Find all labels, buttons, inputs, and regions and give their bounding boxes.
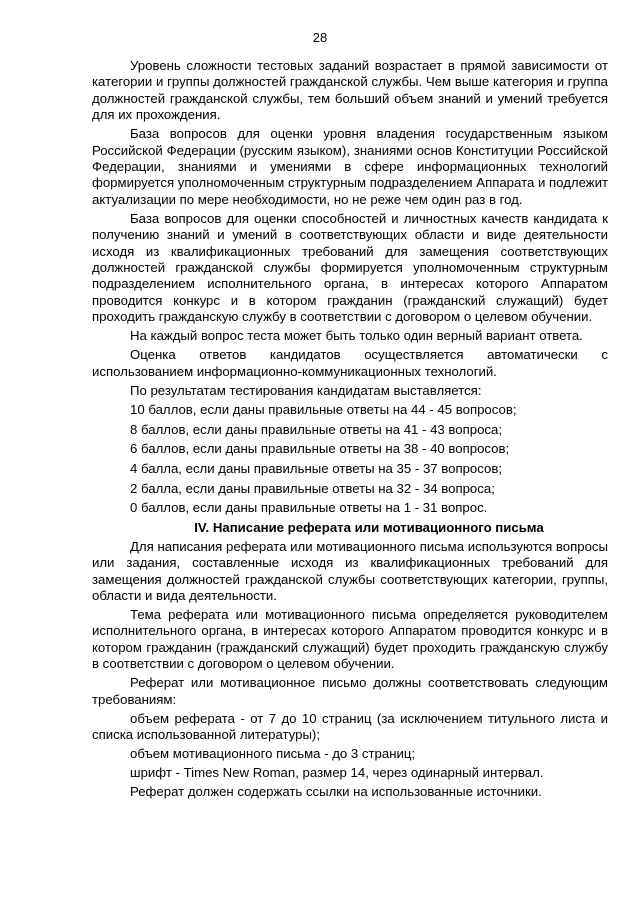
paragraph: Реферат или мотивационное письмо должны соответствовать следующим требованиям: [92, 675, 608, 707]
section-heading: IV. Написание реферата или мотивационного письма [194, 519, 544, 535]
requirement-item: объем реферата - от 7 до 10 страниц (за исключением титульного листа и списка использованной литературы); [92, 710, 608, 743]
paragraph: На каждый вопрос теста может быть только один верный вариант ответа. [130, 328, 583, 344]
page-number: 28 [312, 30, 328, 45]
requirement-item: шрифт - Times New Roman, размер 14, через одинарный интервал. [130, 765, 544, 781]
paragraph: База вопросов для оценки уровня владения государственным языком Российской Федерации (русским языком), знаниями основ Конституции Российской Федерации, знаниями и умениями в сфере информационных технологий формируется уполномоченным структурным подразделением Аппарата и подлежит актуализации по мере необходимости, но не реже чем один раз в год. [92, 126, 608, 207]
paragraph: Реферат должен содержать ссылки на использованные источники. [130, 784, 542, 800]
paragraph: Для написания реферата или мотивационного письма используются вопросы или задания, составленные исходя из квалификационных требований для замещения должностей гражданской службы соответствующих категории, группы, области и вида деятельности. [92, 538, 608, 604]
paragraph: Тема реферата или мотивационного письма определяется руководителем исполнительного органа, в интересах которого Аппаратом проводится конкурс и в котором гражданин (гражданский служащий) будет проходить гражданскую службу в соответствии с договором о целевом обучении. [92, 607, 608, 672]
page-body [92, 58, 608, 803]
paragraph: База вопросов для оценки способностей и личностных качеств кандидата к получению знаний и умений в соответствующих области и виде деятельности исходя из квалификационных требований для замещения соответствующих должностей гражданской службы формируется уполномоченным структурным подразделением исполнительного органа, в интересах которого Аппаратом проводится конкурс и в котором гражданин (гражданский служащий) будет проходить гражданскую службу в соответствии с договором о целевом обучении. [92, 210, 608, 325]
paragraph: Оценка ответов кандидатов осуществляется автоматически с использованием информационно-коммуникационных технологий. [92, 347, 608, 379]
scoring-intro: По результатам тестирования кандидатам выставляется: [130, 382, 482, 398]
paragraph: Уровень сложности тестовых заданий возрастает в прямой зависимости от категории и группы должностей гражданской службы. Чем выше категория и группа должностей гражданской службы, тем больший объем знаний и умений требуется для их прохождения. [92, 58, 608, 123]
score-item: 10 баллов, если даны правильные ответы на 44 - 45 вопросов; [130, 402, 517, 418]
requirement-item: объем мотивационного письма - до 3 страниц; [130, 746, 416, 762]
score-item: 4 балла, если даны правильные ответы на 35 - 37 вопросов; [130, 461, 503, 477]
score-item: 6 баллов, если даны правильные ответы на 38 - 40 вопросов; [130, 441, 510, 457]
score-item: 2 балла, если даны правильные ответы на 32 - 34 вопроса; [130, 480, 495, 496]
score-item: 8 баллов, если даны правильные ответы на 41 - 43 вопроса; [130, 421, 503, 437]
score-item: 0 баллов, если даны правильные ответы на 1 - 31 вопрос. [130, 500, 488, 516]
